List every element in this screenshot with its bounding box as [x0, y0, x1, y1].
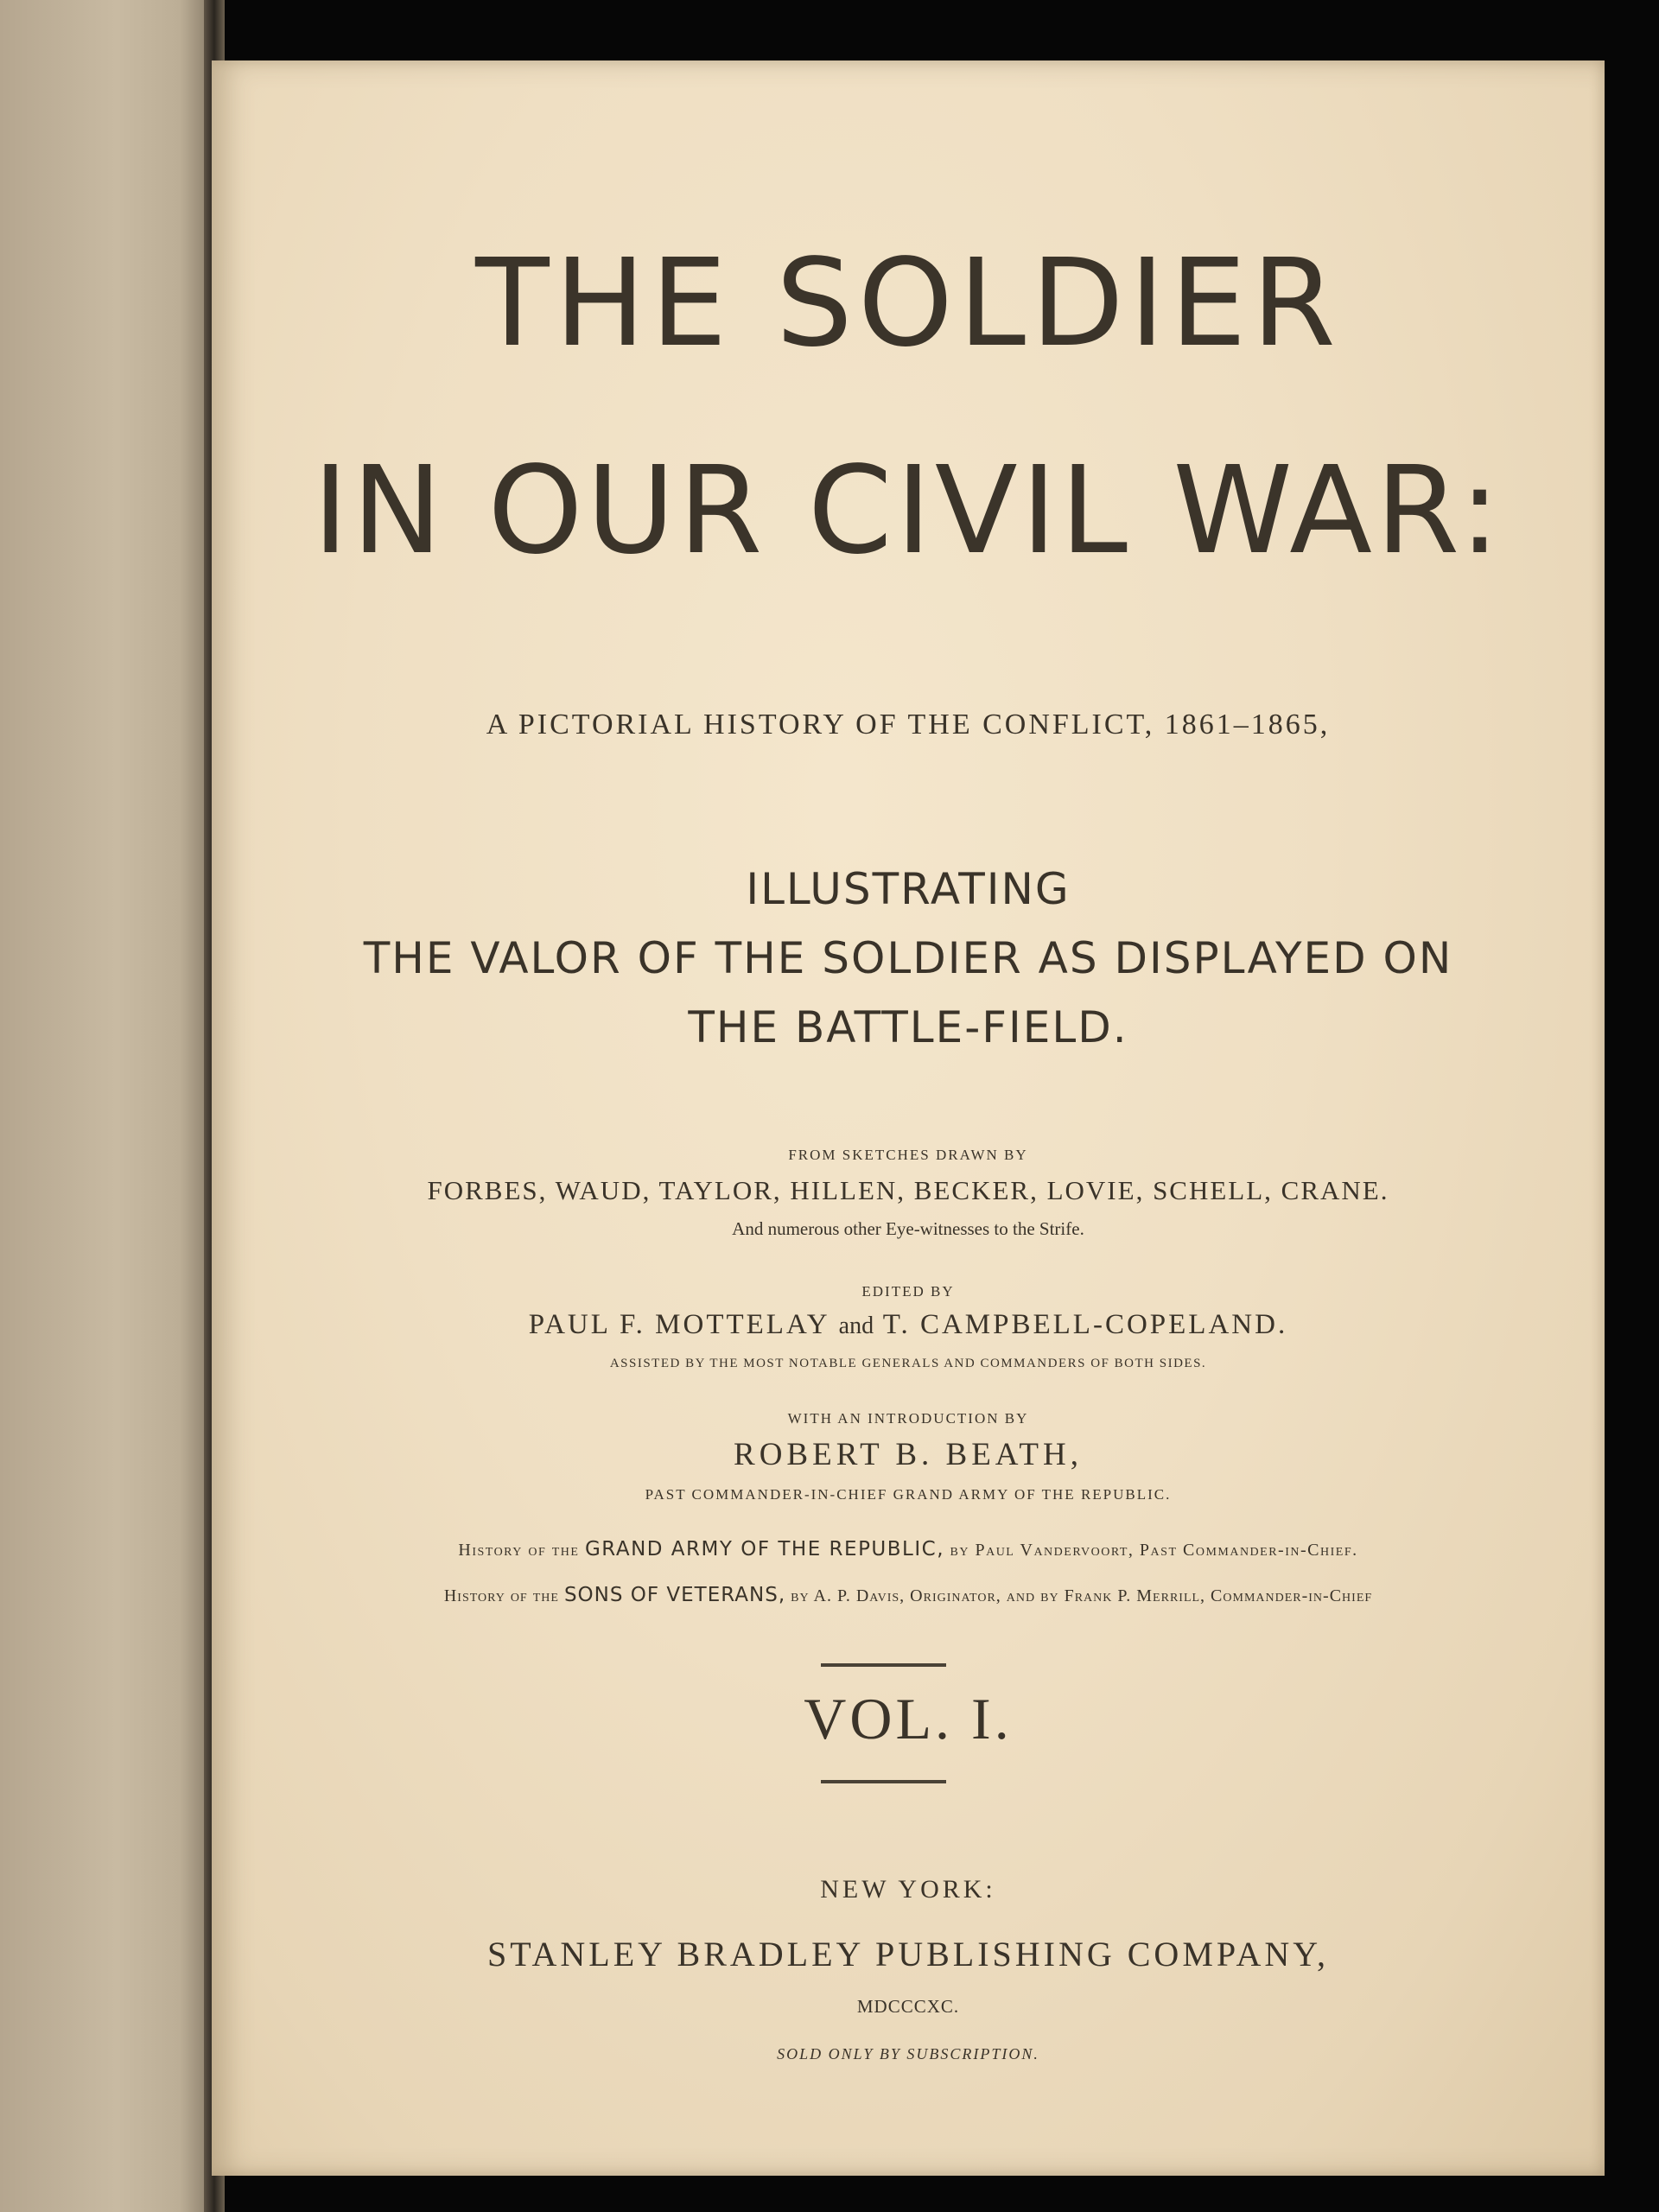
imprint-year: MDCCCXC.	[856, 1996, 960, 2017]
volume-rule-top	[821, 1663, 946, 1667]
editor-name-1: PAUL F. MOTTELAY	[528, 1309, 830, 1340]
sketches-label: FROM SKETCHES DRAWN BY	[788, 1147, 1028, 1163]
subtitle: A PICTORIAL HISTORY OF THE CONFLICT, 1861–1865,	[486, 709, 1331, 741]
history-1-prefix: History of the	[458, 1541, 580, 1560]
title-page	[212, 60, 1605, 2176]
history-1-subject: GRAND ARMY OF THE REPUBLIC,	[584, 1538, 945, 1560]
history-line-1	[212, 1538, 1605, 1560]
facing-page-edge	[0, 0, 212, 2212]
introduction-author-role: PAST COMMANDER-IN-CHIEF GRAND ARMY OF THE REPUBLIC.	[645, 1486, 1172, 1503]
imprint-city: NEW YORK:	[820, 1875, 996, 1904]
title-line-1: THE SOLDIER	[475, 233, 1341, 374]
history-line-2	[212, 1584, 1605, 1606]
history-1-suffix: by Paul Vandervoort, Past Commander-in-Chief.	[950, 1541, 1358, 1560]
eyewitness-note: And numerous other Eye-witnesses to the Strife.	[732, 1218, 1084, 1239]
introduction-label: WITH AN INTRODUCTION BY	[787, 1410, 1029, 1427]
volume-rule-bottom	[821, 1780, 946, 1783]
imprint-publisher: STANLEY BRADLEY PUBLISHING COMPANY,	[487, 1935, 1329, 1974]
illustrating-line-3: THE BATTLE-FIELD.	[688, 1002, 1128, 1052]
history-2-subject: SONS OF VETERANS,	[563, 1584, 786, 1606]
editor-name-2: T. CAMPBELL-COPELAND.	[882, 1309, 1288, 1340]
history-2-suffix: by A. P. Davis, Originator, and by Frank P. Merrill, Commander-in-Chief	[791, 1586, 1373, 1605]
editor-conjunction: and	[838, 1313, 874, 1339]
title-line-2: IN OUR CIVIL WAR:	[312, 441, 1504, 582]
history-2-prefix: History of the	[443, 1586, 559, 1605]
illustrating-line-1: ILLUSTRATING	[746, 864, 1071, 914]
volume-number: VOL. I.	[804, 1686, 1013, 1751]
introduction-author: ROBERT B. BEATH,	[734, 1437, 1083, 1472]
assisted-by-note: ASSISTED BY THE MOST NOTABLE GENERALS AND COMMANDERS OF BOTH SIDES.	[609, 1357, 1207, 1370]
illustrating-line-2: THE VALOR OF THE SOLDIER AS DISPLAYED ON	[363, 933, 1453, 983]
edited-by-label: EDITED BY	[861, 1283, 955, 1300]
editors-line	[212, 1309, 1605, 1341]
subscription-note: SOLD ONLY BY SUBSCRIPTION.	[777, 2045, 1039, 2063]
artists-list: FORBES, WAUD, TAYLOR, HILLEN, BECKER, LOVIE, SCHELL, CRANE.	[427, 1175, 1389, 1205]
